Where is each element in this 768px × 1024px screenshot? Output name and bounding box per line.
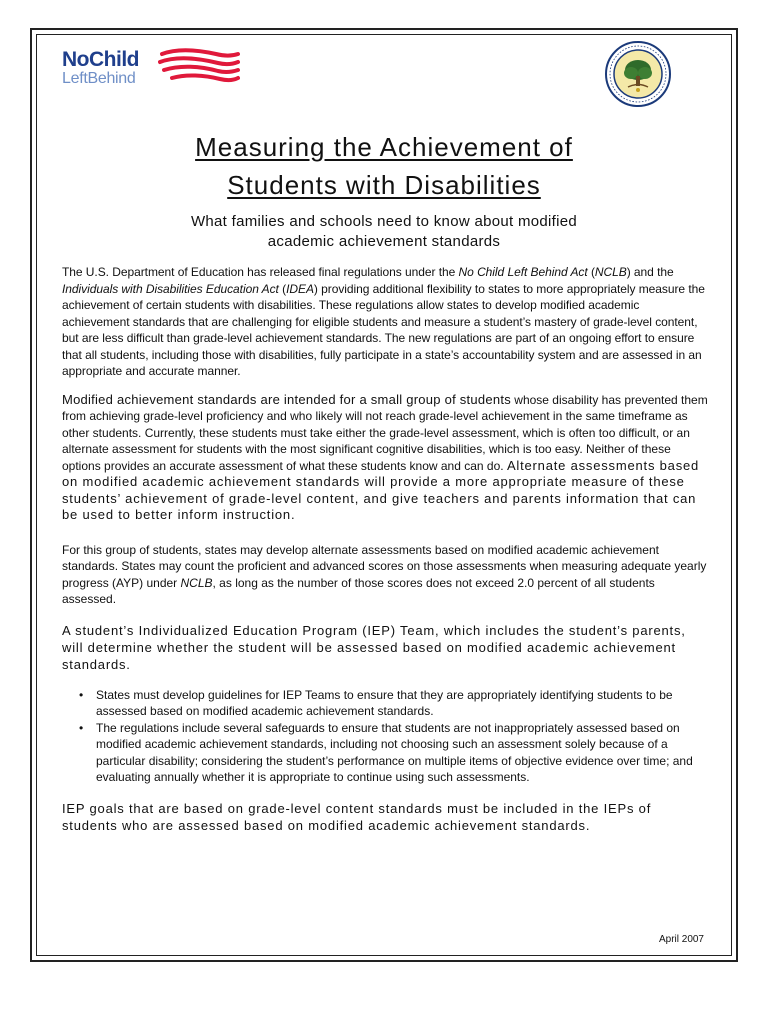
para3-text-2: , as long as the number of those scores does not exceed 2.0 percent of all students assessed.: [62, 575, 655, 606]
para1-nclb-act: No Child Left Behind Act: [458, 265, 588, 279]
paragraph-modified-standards: [62, 392, 708, 524]
paragraph-regulations-intro: [62, 264, 708, 380]
page-subtitle-line-1: What families and schools need to know about modified: [190, 213, 578, 230]
page-subtitle: [80, 212, 688, 252]
para1-text-1: The U.S. Department of Education has released final regulations under the: [62, 265, 459, 279]
paragraph-alternate-assessments: [62, 542, 708, 608]
para2-lead: Modified achievement standards are intended for a small group of students: [62, 391, 511, 407]
page-subtitle-line-2: academic achievement standards: [267, 233, 501, 250]
logo-word-leftbehind: LeftBehind: [62, 70, 136, 87]
page-title-line-2: Students with Disabilities: [227, 170, 541, 200]
department-of-education-seal-icon: [604, 40, 672, 108]
paragraph-iep-team: A student’s Individualized Education Program (IEP) Team, which includes the student’s parents, will determine whether the student will be assessed based on modified academic achievement standards.: [62, 622, 686, 672]
list-item: • The regulations include several safeguards to ensure that students are not inappropriately assessed based on modified academic achievement standards, including not choosing such an assessment solely because of a particular disability; considering the student’s performance on multiple items of objective evidence over time; and evaluating annually whether it is appropriate to continue using such assessments.: [79, 720, 708, 786]
flag-stripes-icon: [158, 46, 240, 86]
page-title: [60, 128, 708, 204]
no-child-left-behind-logo: [60, 46, 242, 92]
safeguards-list: [62, 687, 708, 786]
para1-text-2: (: [587, 265, 595, 279]
publication-date: April 2007: [658, 934, 704, 945]
page-title-line-1: Measuring the Achievement of: [195, 132, 573, 162]
para1-text-3: ) and the: [626, 265, 674, 279]
para1-text-5: ) providing additional flexibility to states to more appropriately measure the achievement of certain students with disabilities. These regulations allow states to develop modified academic achievement standards that are challenging for eligible students and measure a student’s mastery of grade-level content, but are less difficult than grade-level achievement standards. The new regulations are part of an ongoing effort to ensure that all students, including those with disabilities, fully participate in a state’s accountability system and are assessed in an appropriate and accurate manner.: [62, 281, 705, 378]
para2-tail: Alternate assessments based on modified academic achievement standards will provide a more appropriate measure of these students’ achievement of grade-level content, and give teachers and parents information that can be used to better inform instruction.: [62, 457, 700, 522]
para1-nclb: NCLB: [594, 265, 627, 279]
para1-text-4: (: [278, 281, 287, 296]
para1-idea: IDEA: [286, 281, 314, 296]
paragraph-iep-goals: IEP goals that are based on grade-level content standards must be included in the IEPs of students who are assessed based on modified academic achievement standards.: [62, 800, 652, 833]
list-item: • States must develop guidelines for IEP Teams to ensure that they are appropriately identifying students to be assessed based on modified academic achievement standards.: [79, 687, 708, 720]
logo-word-nochild: NoChild: [62, 48, 139, 71]
para3-text-1: For this group of students, states may develop alternate assessments based on modified academic achievement standards. States may count the proficient and advanced scores on those assessments when measuring adequate yearly progress (AYP) under: [62, 542, 707, 590]
para2-mid: whose disability has prevented them from achieving grade-level proficiency and who likely will not reach grade-level achievement in the same timeframe as other students. Currently, these students must take either the grade-level assessment, which is often too difficult, or an alternate assessment for students with the most significant cognitive disabilities, which is too easy. Neither of these options provides an accurate assessment of what these students know and can do.: [62, 392, 708, 473]
para3-nclb: NCLB: [180, 575, 213, 590]
para1-idea-act: Individuals with Disabilities Education Act: [62, 281, 279, 296]
document-body: [62, 264, 708, 834]
